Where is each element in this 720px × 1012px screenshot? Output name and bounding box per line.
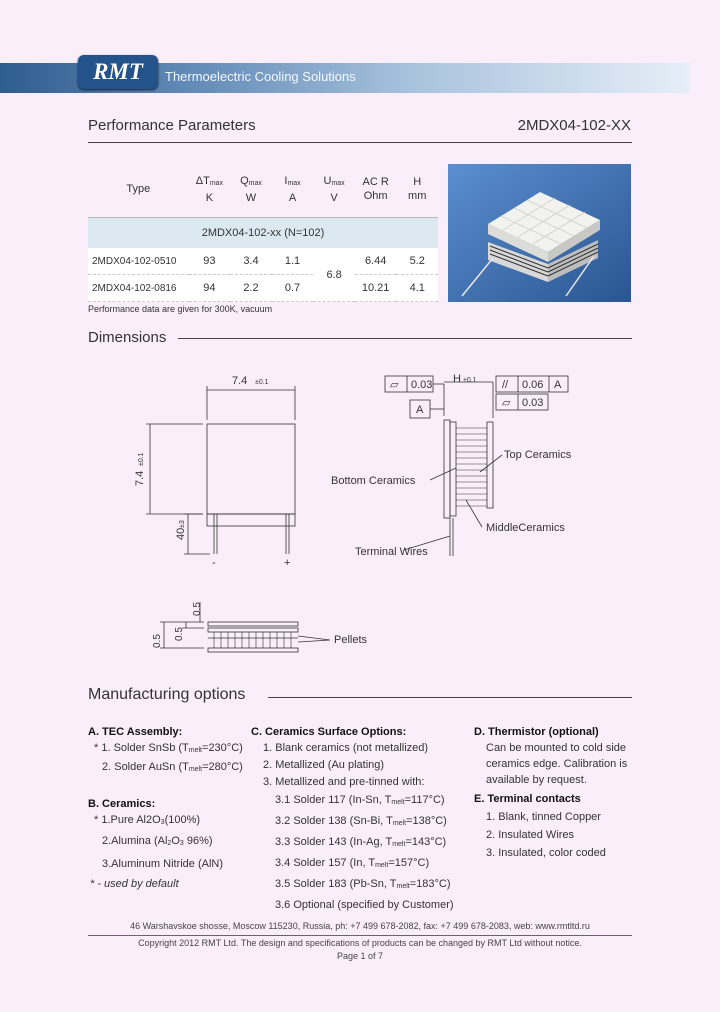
surface-option-3: 3. Metallized and pre-tinned with: [263,776,425,788]
row-qmax: 2.2 [230,275,272,302]
row-imax: 1.1 [272,248,314,275]
col-header-qmax: $Q_{max}$ W [230,161,272,218]
dimension-drawings [0,360,720,670]
ceramics-option-3: 3.Aluminum Nitride (AlN) [102,858,224,870]
performance-title: Performance Parameters [88,117,256,134]
module-front-outline [207,424,295,514]
middle-ceramics-label: MiddleCeramics [486,522,565,534]
col-header-umax: $U_{max}$ V [313,161,355,218]
tec-option-1: * 1. Solder SnSb $(T_{melt}=230^\circ C)$ [94,742,243,754]
height-dim-label: 7.4 [134,470,146,486]
footer-address: 46 Warshavskoe shosse, Moscow 115230, Russia, ph: +7 499 678-2082, fax: +7 499 678-2083, web: www.rmtltd.ru [130,921,590,931]
umax-shared: 6.8 [313,248,355,302]
pellets-label: Pellets [334,634,368,646]
surface-option-2: 2. Metallized (Au plating) [263,759,385,771]
h-dim-tol: ±0.1 [463,377,477,384]
dimensions-title: Dimensions [88,329,167,346]
default-note: * - used by default [90,878,179,890]
parallel-symbol: // [502,379,509,391]
thermistor-section [474,724,634,861]
surface-option-3-3: 3.3 Solder 143 (In-Ag, $T_{melt}=143^\circ C$) [275,836,447,848]
col-header-acr: AC R Ohm [355,161,397,218]
table-row [88,275,438,302]
performance-note: Performance data are given for 300K, vacuum [88,304,273,314]
module-front-base [207,514,295,526]
wire-dim-tol: ±3 [179,520,186,528]
datum-box: A [416,404,424,416]
row-type: 2MDX04-102-0510 [88,248,189,275]
type-header: Type [88,161,189,218]
row-h: 4.1 [396,275,438,302]
height-dim-tol: ±0.1 [138,452,145,466]
surface-options-section [251,724,466,913]
terminal-heading: E. Terminal contacts [474,793,581,805]
row-h: 5.2 [396,248,438,275]
manufacturing-rule [268,697,632,698]
width-dim-label: 7.4 [232,375,248,387]
surface-option-3-4: 3.4 Solder 157 (In, $T_{melt}=157^\circ C$) [275,857,430,869]
footer-page: Page 1 of 7 [336,951,384,961]
ceramics-heading: B. Ceramics: [88,798,156,810]
flatness-symbol: ▱ [390,379,399,391]
surface-option-3-1: 3.1 Solder 117 (In-Sn, $T_{melt}=117^\circ C$) [275,794,445,806]
flatness2-value: 0.03 [522,397,544,409]
top-ceramics-label: Top Ceramics [504,449,572,461]
wire-dim-label: 40 [175,527,187,540]
row-acr: 6.44 [355,248,397,275]
surface-option-3-5: 3.5 Solder 183 (Pb-Sn, $T_{melt}=183^\circ C$) [275,878,451,890]
surface-heading: C. Ceramics Surface Options: [251,726,407,738]
bottom-thickness-label: 0.5 [152,634,163,648]
row-imax: 0.7 [272,275,314,302]
row-dtmax: 93 [189,248,231,275]
h-dim-label: H [453,373,461,385]
ceramics-option-2: 2.Alumina ($Al_2O_3$ 96%) [102,835,213,847]
row-acr: 10.21 [355,275,397,302]
table-row [88,248,438,275]
top-thickness-label: 0.5 [192,602,203,616]
col-header-h: H mm [396,161,438,218]
ceramics-option-1: * 1.Pure $Al2O_3(100\%)$ [94,814,201,826]
footer-copyright: Copyright 2012 RMT Ltd. The design and specifications of products can be changed by RMT Ltd without notice. [138,938,582,948]
model-number: 2MDX04-102-XX [517,117,631,134]
header-tagline: Thermoelectric Cooling Solutions [165,69,356,84]
minus-terminal: - [212,557,216,569]
tec-assembly-heading: A. TEC Assembly: [88,726,183,738]
plus-terminal: + [284,557,291,569]
bottom-ceramics-label: Bottom Ceramics [331,475,416,487]
tec-assembly-section [88,724,248,892]
thermistor-line-3: available by request. [486,774,587,786]
flatness-value: 0.03 [411,379,433,391]
col-header-imax: $I_{max}$ A [272,161,314,218]
row-dtmax: 94 [189,275,231,302]
table-group-row [88,218,438,249]
terminal-option-2: 2. Insulated Wires [486,829,575,841]
thermistor-line-1: Can be mounted to cold side [486,742,627,754]
mid-thickness-label: 0.5 [174,627,185,641]
surface-option-3-2: 3.2 Solder 138 (Sn-Bi, $T_{melt}=138^\circ C$) [275,815,447,827]
flatness2-symbol: ▱ [502,397,511,409]
table-header-row [88,161,438,218]
performance-rule [88,142,632,143]
thermistor-heading: D. Thermistor (optional) [474,726,599,738]
terminal-option-1: 1. Blank, tinned Copper [486,811,601,823]
width-dim-tol: ±0.1 [255,379,269,386]
product-photo [448,164,631,302]
dimensions-rule [178,338,632,339]
col-header-dtmax: $\Delta T_{max}$ K [189,161,231,218]
manufacturing-title: Manufacturing options [88,686,246,703]
terminal-option-3: 3. Insulated, color coded [486,847,606,859]
terminal-wires-label: Terminal Wires [355,546,428,558]
tec-option-2: 2. Solder AuSn $(T_{melt}=280^\circ C)$ [102,761,243,773]
performance-table [88,161,438,302]
thermistor-line-2: ceramics edge. Calibration is [486,758,628,770]
footer-rule [88,935,632,936]
parallel-value: 0.06 [522,379,544,391]
surface-option-1: 1. Blank ceramics (not metallized) [263,742,429,754]
tec-module-image [448,164,631,302]
row-qmax: 3.4 [230,248,272,275]
surface-option-3-6: 3.6 Optional (specified by Customer) [275,899,454,911]
company-logo: RMT [78,55,158,89]
parallel-datum: A [554,379,562,391]
row-type: 2MDX04-102-0816 [88,275,189,302]
group-label: 2MDX04-102-xx (N=102) [88,218,438,249]
